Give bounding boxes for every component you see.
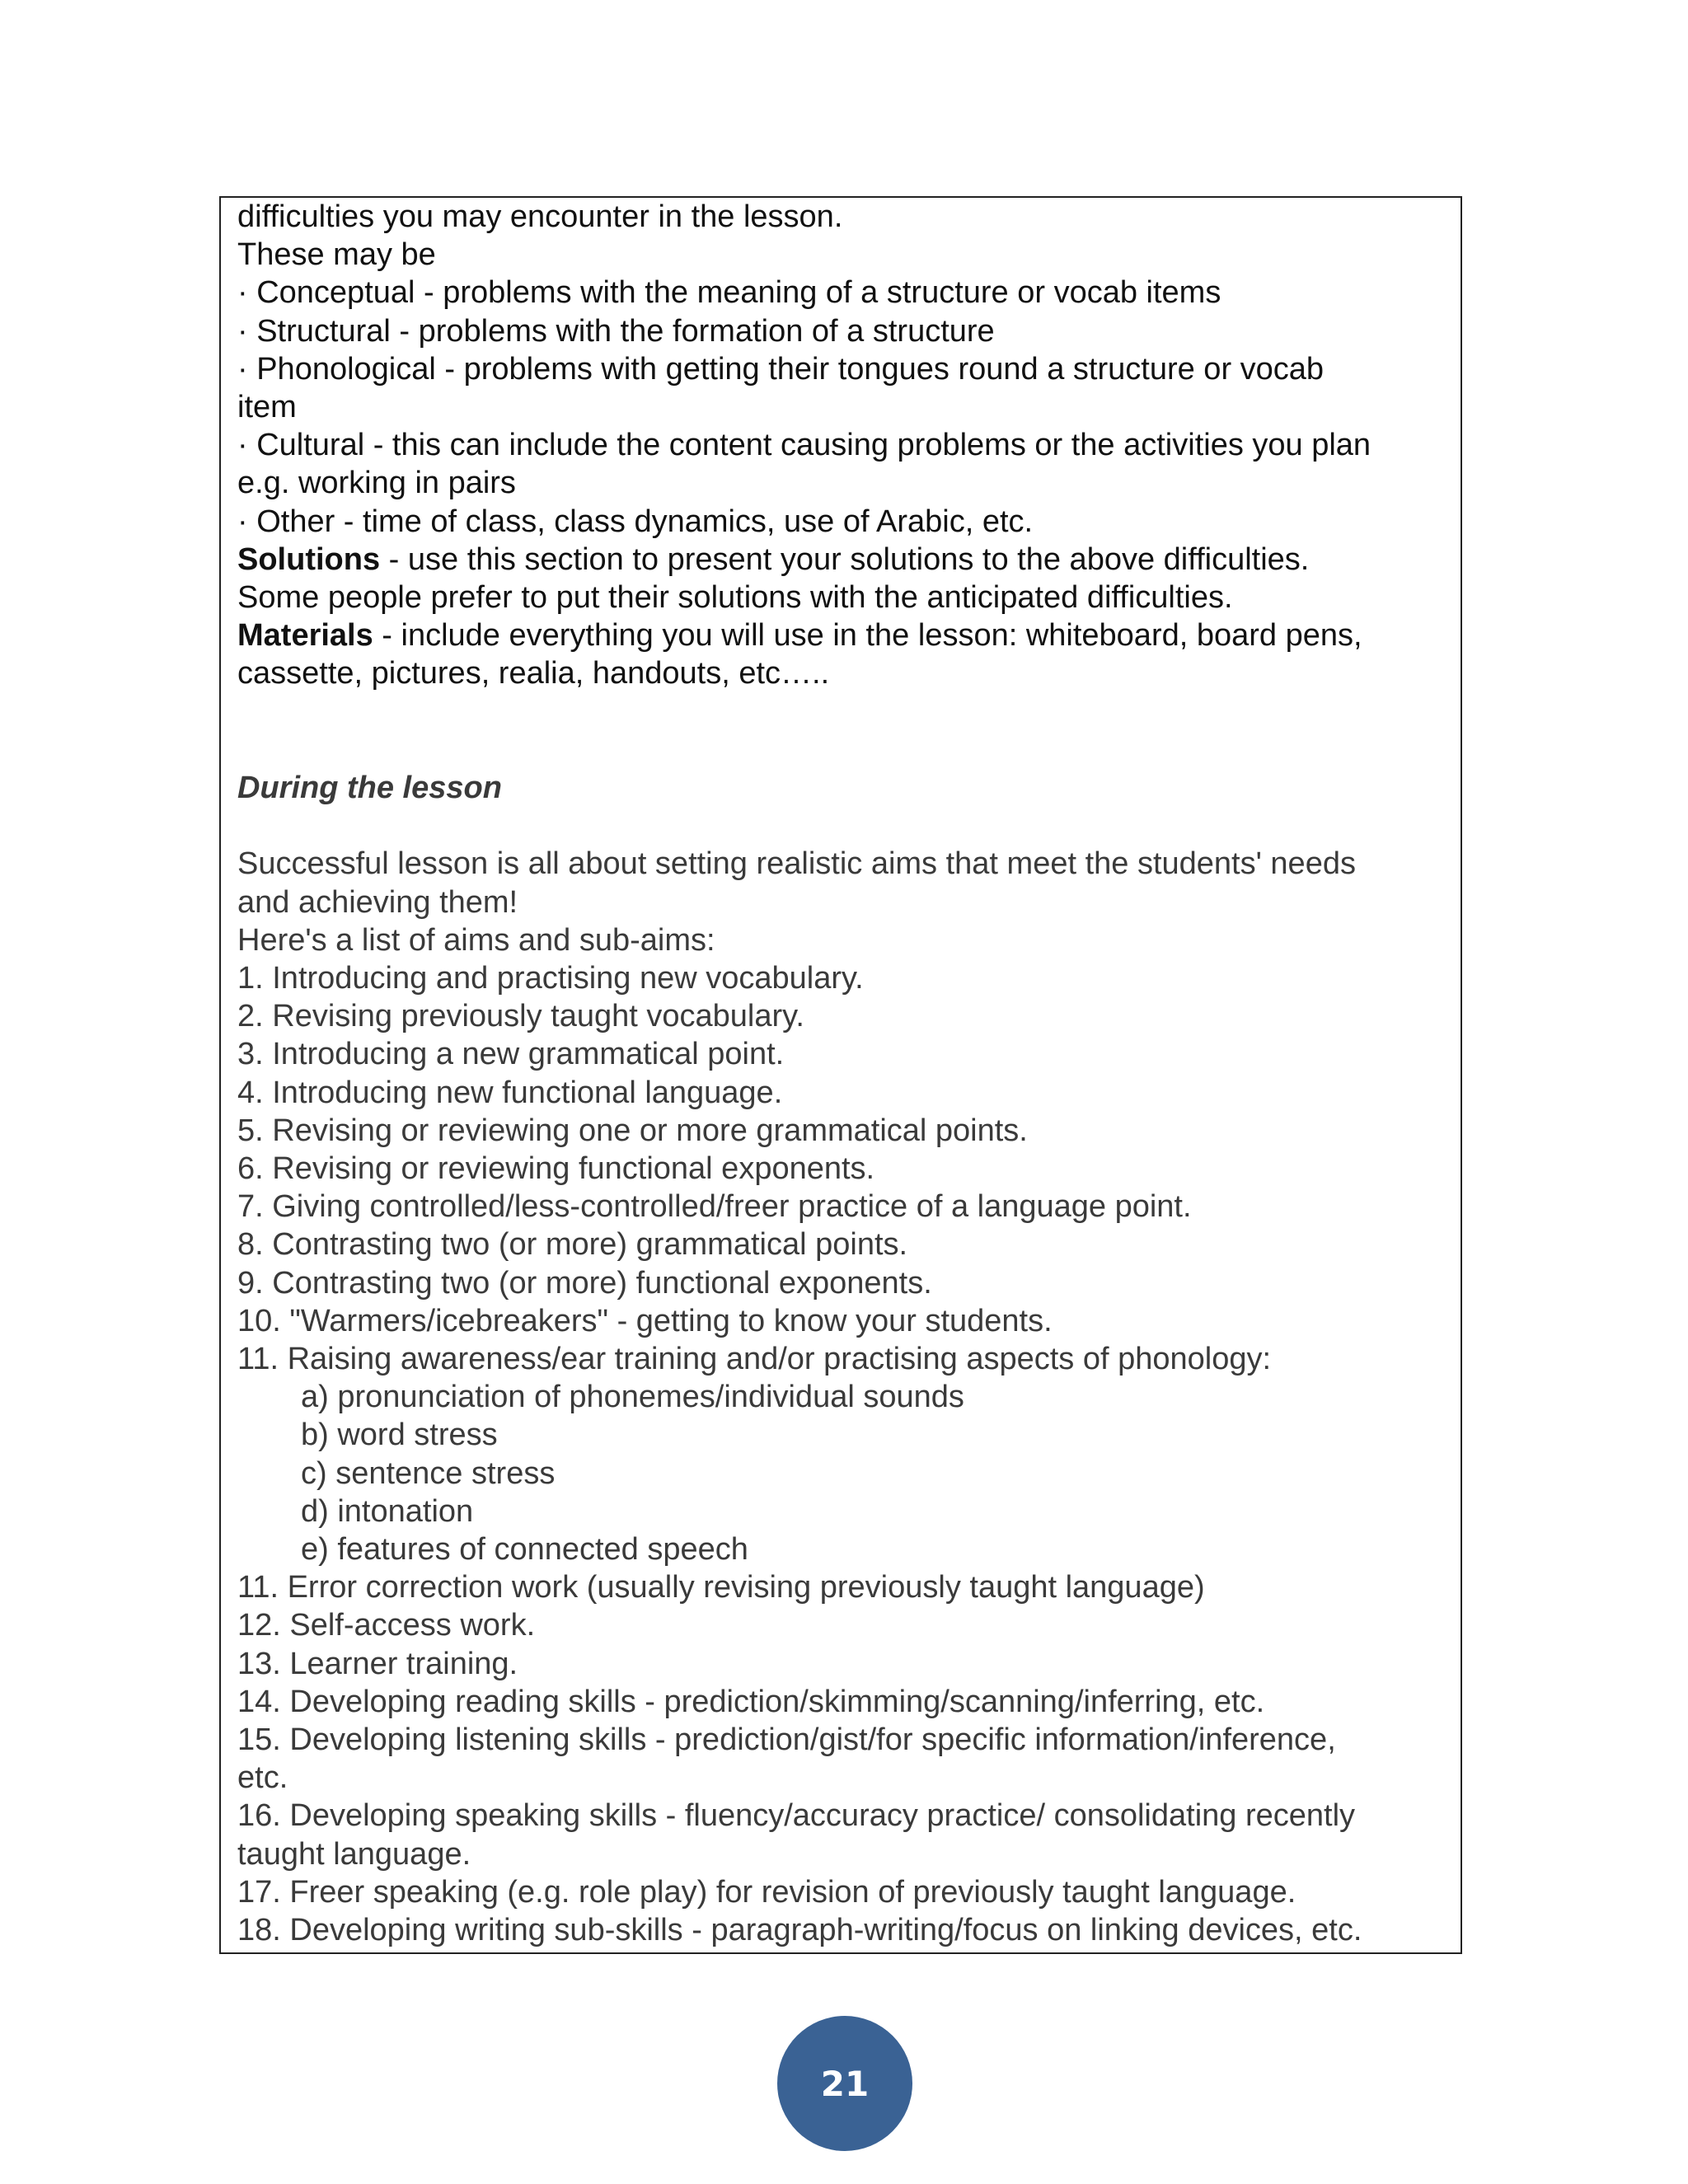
sub-aim-item: b) word stress [301, 1418, 498, 1453]
sub-aim-item: d) intonation [301, 1493, 474, 1529]
spacer [237, 731, 1452, 769]
aim-item: 16. Developing speaking skills - fluency/accuracy practice/ consolidating recently [237, 1798, 1356, 1834]
materials-line [237, 616, 1452, 654]
solutions-line [237, 541, 1452, 579]
aim-item: 11. Error correction work (usually revising previously taught language) [237, 1570, 1205, 1605]
section-heading: During the lesson [237, 771, 502, 806]
intro-line: · Other - time of class, class dynamics, use of Arabic, etc. [237, 504, 1034, 539]
aim-item: 4. Introducing new functional language. [237, 1075, 783, 1110]
content-box [219, 196, 1462, 1954]
aim-item: 14. Developing reading skills - prediction/skimming/scanning/inferring, etc. [237, 1684, 1265, 1719]
materials-line-2: cassette, pictures, realia, handouts, etc….. [237, 656, 830, 691]
solutions-term: Solutions [237, 541, 381, 577]
spacer [237, 693, 1452, 731]
intro-line: · Phonological - problems with getting their tongues round a structure or vocab [237, 351, 1325, 387]
materials-term: Materials [237, 618, 373, 654]
materials-text: - include everything you will use in the lesson: whiteboard, board pens, [373, 618, 1362, 654]
intro-line: difficulties you may encounter in the lesson. [237, 199, 843, 234]
aim-item: 1. Introducing and practising new vocabulary. [237, 961, 864, 996]
sub-aim-item: e) features of connected speech [301, 1532, 748, 1568]
aim-item: 5. Revising or reviewing one or more grammatical points. [237, 1113, 1028, 1148]
aim-item: 13. Learner training. [237, 1646, 518, 1681]
content-text [237, 198, 1452, 1949]
aim-item: 6. Revising or reviewing functional exponents. [237, 1151, 875, 1187]
intro-line: · Structural - problems with the formation of a structure [237, 313, 995, 349]
during-intro-line: Here's a list of aims and sub-aims: [237, 922, 715, 958]
spacer [237, 807, 1452, 845]
sub-aim-item: a) pronunciation of phonemes/individual sounds [301, 1380, 964, 1415]
aim-item: 12. Self-access work. [237, 1608, 536, 1643]
aim-item: etc. [237, 1760, 288, 1796]
sub-aim-item: c) sentence stress [301, 1455, 556, 1491]
aim-item: 17. Freer speaking (e.g. role play) for revision of previously taught language. [237, 1874, 1296, 1910]
during-intro-line: and achieving them! [237, 884, 518, 920]
intro-line: · Cultural - this can include the content causing problems or the activities you plan [237, 428, 1372, 463]
aim-item: 2. Revising previously taught vocabulary. [237, 999, 804, 1034]
intro-line: item [237, 390, 297, 425]
intro-line: These may be [237, 237, 436, 273]
aim-item: 10. "Warmers/icebreakers" - getting to know your students. [237, 1303, 1053, 1338]
page-number-badge: 21 [777, 2016, 912, 2151]
aim-item: 8. Contrasting two (or more) grammatical points. [237, 1227, 908, 1263]
aim-item: 3. Introducing a new grammatical point. [237, 1037, 785, 1072]
aim-item: taught language. [237, 1836, 471, 1872]
aim-item: 15. Developing listening skills - prediction/gist/for specific information/inference, [237, 1722, 1336, 1758]
solutions-line-2: Some people prefer to put their solutions with the anticipated difficulties. [237, 580, 1233, 616]
aim-item: 11. Raising awareness/ear training and/or practising aspects of phonology: [237, 1342, 1272, 1377]
aim-item: 7. Giving controlled/less-controlled/freer practice of a language point. [237, 1189, 1192, 1225]
during-intro-line: Successful lesson is all about setting realistic aims that meet the students' needs [237, 846, 1356, 882]
solutions-text: - use this section to present your solutions to the above difficulties. [380, 541, 1310, 577]
aim-item: 9. Contrasting two (or more) functional exponents. [237, 1265, 932, 1301]
intro-line: · Conceptual - problems with the meaning of a structure or vocab items [237, 275, 1221, 311]
aim-item: 18. Developing writing sub-skills - paragraph-writing/focus on linking devices, etc. [237, 1913, 1362, 1948]
intro-line: e.g. working in pairs [237, 466, 516, 501]
